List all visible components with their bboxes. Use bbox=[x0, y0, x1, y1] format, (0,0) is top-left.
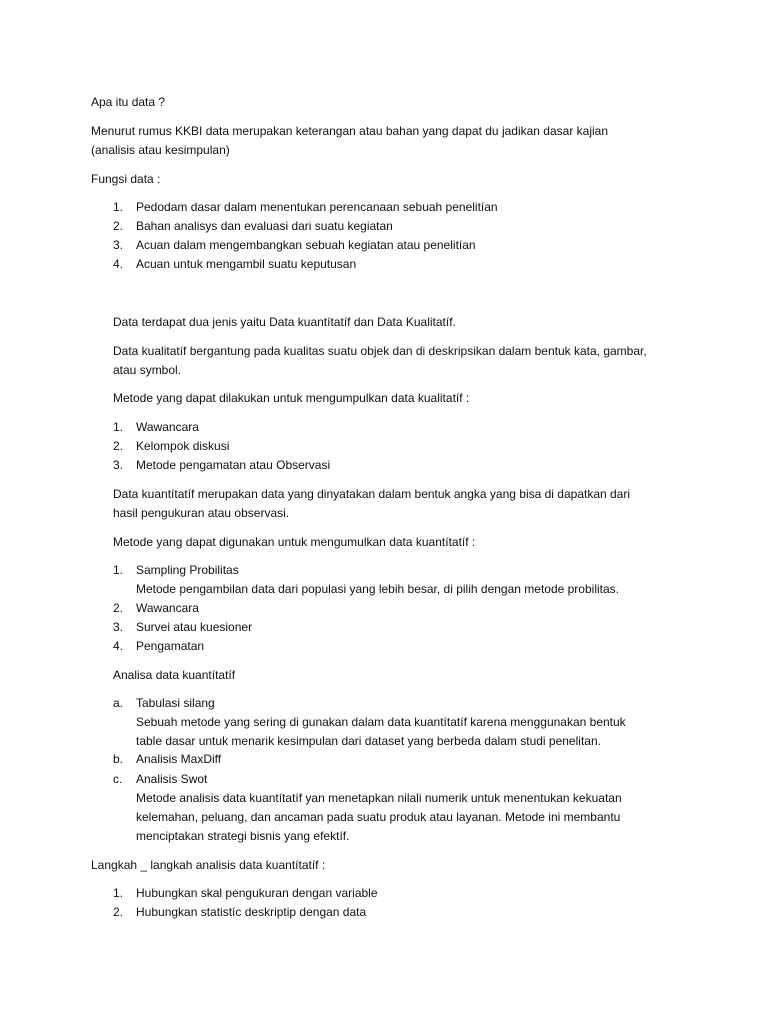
list-item: Bahan analisys dan evaluasi dari suatu kegiatan bbox=[136, 219, 393, 233]
definition-line-1: Menurut rumus KKBI data merupakan keterangan atau bahan yang dapat du jadikan dasar kajian bbox=[91, 124, 609, 138]
list-marker: 4. bbox=[113, 639, 124, 653]
list-marker: 3. bbox=[113, 620, 124, 634]
metode-kuantitatif-heading: Metode yang dapat digunakan untuk mengumulkan data kuantítatíf : bbox=[113, 535, 476, 549]
list-item: Metode pengamatan atau Observasi bbox=[136, 458, 331, 472]
analisa-heading: Analisa data kuantítatíf bbox=[113, 668, 236, 682]
list-item: Wawancara bbox=[136, 601, 199, 615]
list-item-description: Sebuah metode yang sering di gunakan dalam data kuantítatíf karena menggunakan bentuk bbox=[136, 715, 626, 729]
list-marker: 2. bbox=[113, 905, 124, 919]
list-item: Tabulasi silang bbox=[136, 696, 215, 710]
heading-apa-itu-data: Apa itu data ? bbox=[91, 95, 166, 109]
list-marker: 1. bbox=[113, 200, 124, 214]
list-item: Hubungkan skal pengukuran dengan variable bbox=[136, 886, 378, 900]
definition-line-2: (analisis atau kesimpulan) bbox=[91, 143, 230, 157]
list-marker: 1. bbox=[113, 420, 124, 434]
list-marker: 1. bbox=[113, 886, 124, 900]
list-marker: 3. bbox=[113, 458, 124, 472]
list-marker: 1. bbox=[113, 563, 124, 577]
list-marker: c. bbox=[113, 772, 123, 786]
list-marker: 2. bbox=[113, 219, 124, 233]
kuantitatif-line-1: Data kuantítatíf merupakan data yang dinyatakan dalam bentuk angka yang bisa di dapatkan dari bbox=[113, 487, 631, 501]
list-item: Sampling Probilitas bbox=[136, 563, 239, 577]
kualitatif-line-2: atau symbol. bbox=[113, 363, 182, 377]
list-item: Acuan untuk mengambil suatu keputusan bbox=[136, 257, 357, 271]
list-marker: 2. bbox=[113, 601, 124, 615]
list-item: Hubungkan statistíc deskriptip dengan data bbox=[136, 905, 367, 919]
list-item: Kelompok diskusi bbox=[136, 439, 230, 453]
list-marker: 2. bbox=[113, 439, 124, 453]
list-item-description: table dasar untuk menarik kesimpulan dari dataset yang berbeda dalam studi penelitan. bbox=[136, 734, 601, 748]
langkah-heading: Langkah _ langkah analisis data kuantítatíf : bbox=[91, 858, 326, 872]
kualitatif-line-1: Data kualitatíf bergantung pada kualitas suatu objek dan di deskripsikan dalam bentuk kata, gambar, bbox=[113, 344, 647, 358]
fungsi-heading: Fungsi data : bbox=[91, 172, 161, 186]
list-item: Analisis MaxDiff bbox=[136, 752, 222, 766]
list-item: Pedodam dasar dalam menentukan perencanaan sebuah penelitían bbox=[136, 200, 498, 214]
list-item: Wawancara bbox=[136, 420, 199, 434]
list-item-description: kelemahan, peluang, dan ancaman pada suatu produk atau layanan. Metode ini membantu bbox=[136, 810, 621, 824]
list-item: Acuan dalam mengembangkan sebuah kegiatan atau penelitían bbox=[136, 238, 476, 252]
list-item: Analisis Swot bbox=[136, 772, 208, 786]
list-marker: a. bbox=[113, 696, 124, 710]
metode-kualitatif-heading: Metode yang dapat dilakukan untuk mengumpulkan data kualitatíf : bbox=[113, 391, 470, 405]
list-item-description: Metode analisis data kuantítatíf yan menetapkan nilali numerik untuk menentukan kekuatan bbox=[136, 791, 622, 805]
list-item: Survei atau kuesioner bbox=[136, 620, 253, 634]
list-marker: b. bbox=[113, 752, 124, 766]
jenis-data-line: Data terdapat dua jenis yaitu Data kuantítatíf dan Data Kualitatíf. bbox=[113, 315, 456, 329]
list-item: Pengamatan bbox=[136, 639, 205, 653]
list-item-description: Metode pengambilan data dari populasi yang lebih besar, di pilih dengan metode probilitas. bbox=[136, 582, 619, 596]
kuantitatif-line-2: hasil pengukuran atau observasi. bbox=[113, 506, 290, 520]
list-marker: 3. bbox=[113, 238, 124, 252]
list-marker: 4. bbox=[113, 257, 124, 271]
list-item-description: menciptakan strategi bisnis yang efektíf. bbox=[136, 829, 350, 843]
